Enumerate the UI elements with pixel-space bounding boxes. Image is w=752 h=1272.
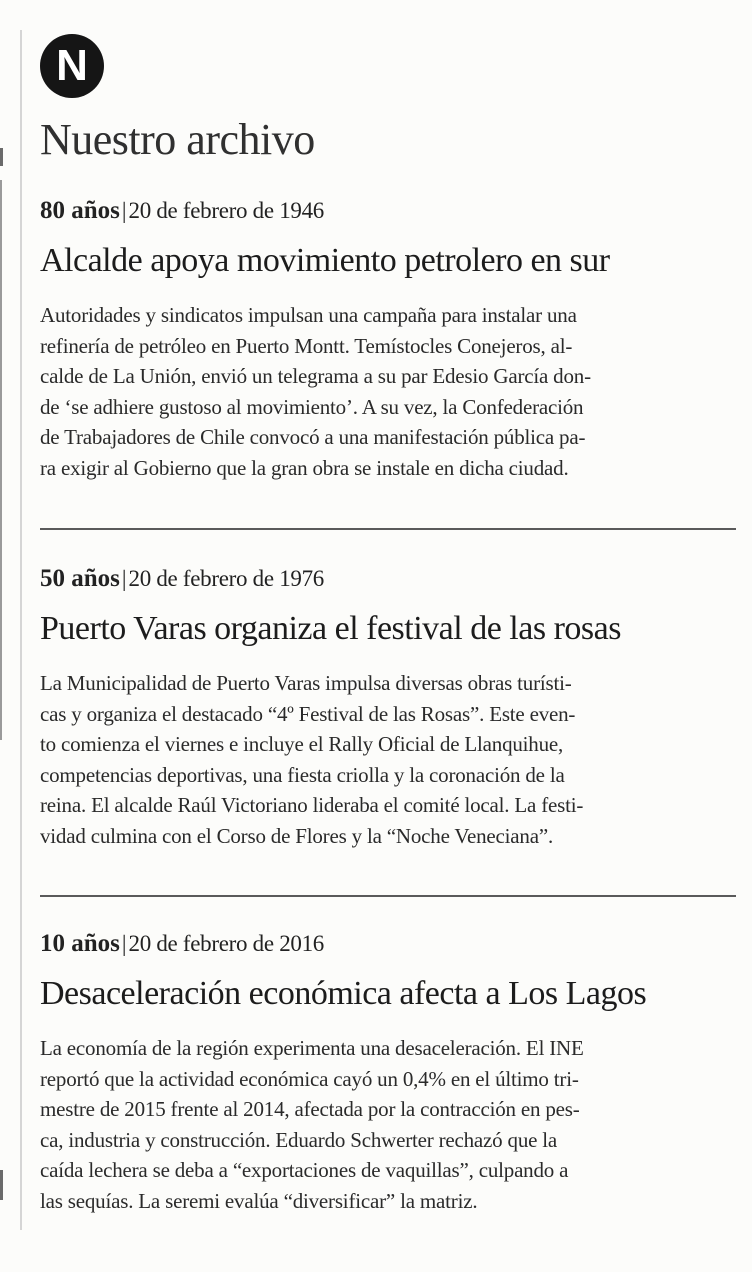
logo-letter: N (56, 41, 88, 90)
body-line: refinería de petróleo en Puerto Montt. Temístocles Conejeros, al- (40, 333, 573, 358)
archive-entry (40, 196, 738, 483)
body-line: mestre de 2015 frente al 2014, afectada por la contracción en pes- (40, 1097, 580, 1121)
body-line: competencias deportivas, una fiesta criolla y la coronación de la (40, 762, 565, 787)
archive-entry (40, 929, 738, 1216)
edge-mark (0, 180, 2, 740)
body-line: caída lechera se deba a “exportaciones de vaquillas”, culpando a (40, 1158, 569, 1182)
entry-headline: Puerto Varas organiza el festival de las rosas (40, 610, 621, 647)
section-divider (40, 528, 736, 530)
entry-dateline (40, 196, 738, 226)
years-ago: 10 años (40, 930, 120, 957)
newspaper-logo (40, 34, 104, 98)
body-line: reportó que la actividad económica cayó un 0,4% en el último tri- (40, 1066, 579, 1091)
entry-dateline (40, 564, 738, 594)
dateline-separator: | (121, 566, 127, 591)
body-line: de Trabajadores de Chile convocó a una manifestación pública pa- (40, 425, 586, 449)
body-line: reina. El alcalde Raúl Victoriano lideraba el comité local. La festi- (40, 793, 584, 817)
entry-date: 20 de febrero de 2016 (128, 931, 325, 956)
edge-mark (0, 1170, 3, 1200)
body-line: La Municipalidad de Puerto Varas impulsa diversas obras turísti- (40, 671, 572, 695)
body-line: to comienza el viernes e incluye el Rally Oficial de Llanquihue, (40, 732, 564, 756)
body-line: Autoridades y sindicatos impulsan una campaña para instalar una (40, 303, 577, 327)
entry-dateline (40, 929, 738, 959)
entry-body (40, 300, 738, 483)
entry-body (40, 1033, 738, 1216)
section-divider (40, 895, 736, 897)
entry-date: 20 de febrero de 1946 (128, 198, 325, 223)
body-line: vidad culmina con el Corso de Flores y la “Noche Veneciana”. (40, 823, 554, 848)
body-line: las sequías. La seremi evalúa “diversificar” la matriz. (40, 1188, 478, 1213)
years-ago: 80 años (40, 197, 120, 224)
column-rule (20, 30, 22, 1230)
body-line: ca, industria y construcción. Eduardo Schwerter rechazó que la (40, 1127, 558, 1152)
body-line: La economía de la región experimenta una desaceleración. El INE (40, 1036, 584, 1060)
dateline-separator: | (121, 198, 127, 223)
archive-entry (40, 564, 738, 851)
body-line: cas y organiza el destacado “4º Festival de las Rosas”. Este even- (40, 701, 576, 726)
years-ago: 50 años (40, 565, 120, 592)
body-line: calde de La Unión, envió un telegrama a su par Edesio García don- (40, 364, 591, 388)
entry-body (40, 668, 738, 851)
section-title: Nuestro archivo (40, 115, 315, 164)
dateline-separator: | (121, 931, 127, 956)
body-line: ra exigir al Gobierno que la gran obra se instale en dicha ciudad. (40, 455, 569, 480)
entry-date: 20 de febrero de 1976 (128, 566, 325, 591)
body-line: de ‘se adhiere gustoso al movimiento’. A su vez, la Confederación (40, 394, 584, 419)
entry-headline: Desaceleración económica afecta a Los Lagos (40, 975, 647, 1012)
entry-headline: Alcalde apoya movimiento petrolero en sur (40, 242, 610, 279)
edge-mark (0, 148, 3, 166)
